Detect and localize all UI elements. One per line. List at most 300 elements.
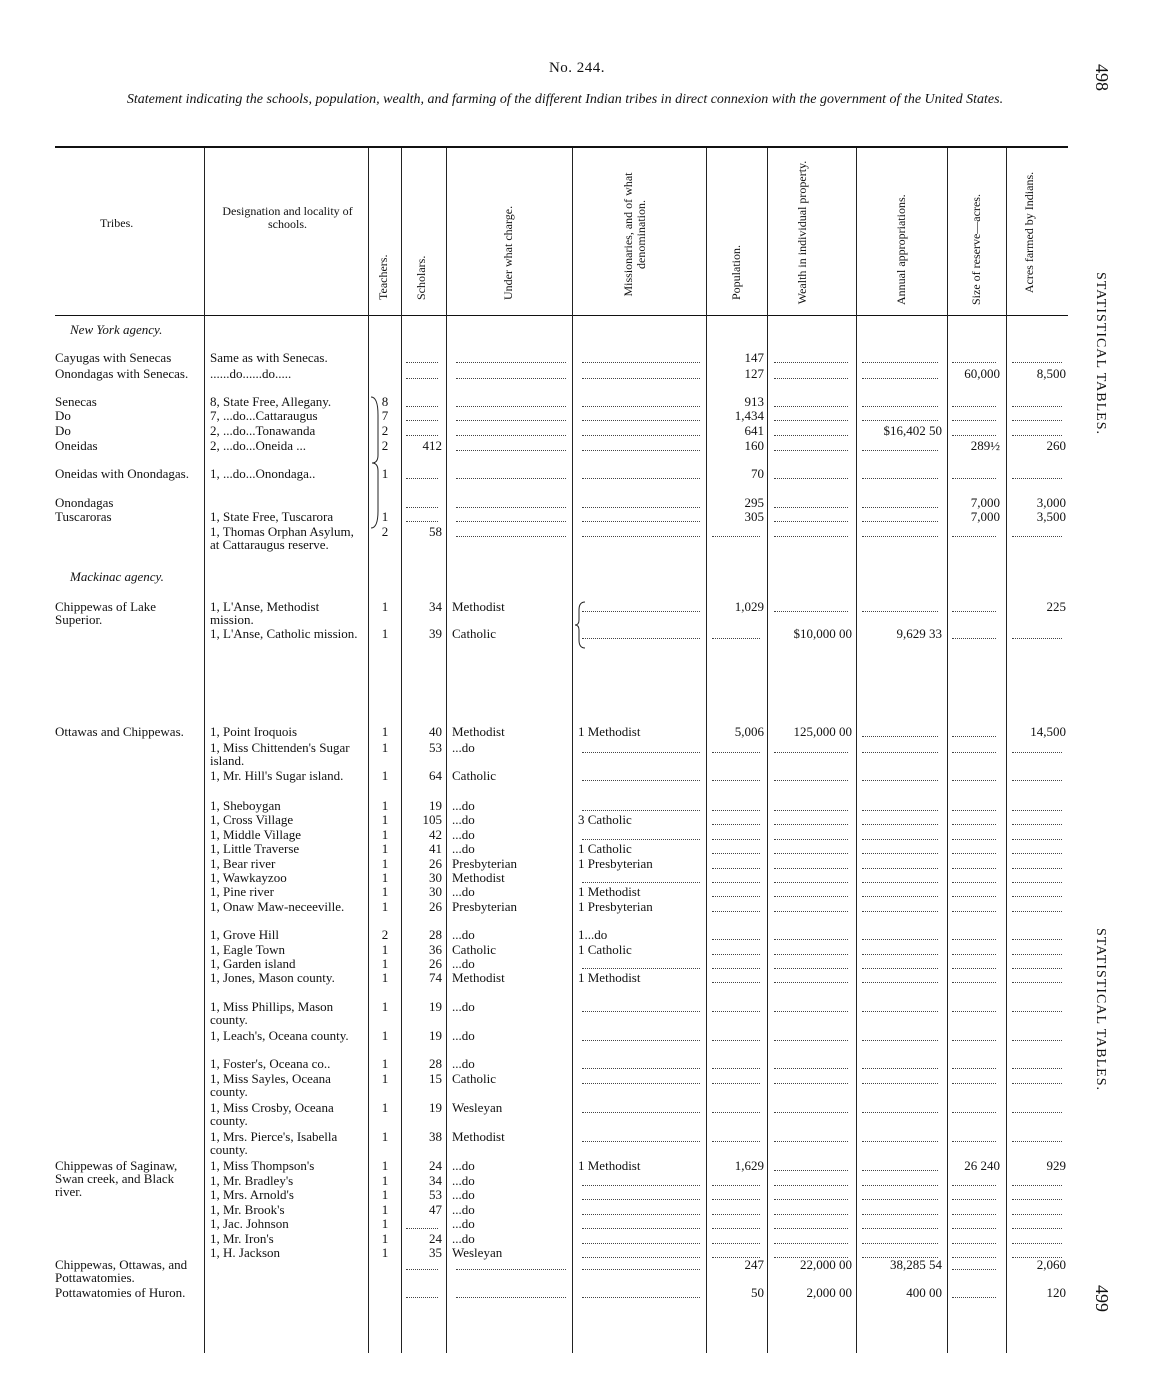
leader-dots <box>1012 1068 1062 1069</box>
cell-teachers: 1 <box>381 1216 389 1231</box>
cell-teachers: 1 <box>381 1187 389 1202</box>
leader-dots <box>582 478 700 479</box>
cell-charge: Methodist <box>452 870 505 885</box>
leader-dots <box>1012 968 1062 969</box>
cell-acres: 929 <box>1046 1158 1066 1173</box>
leader-dots <box>862 752 938 753</box>
leader-dots <box>406 435 438 436</box>
cell-school: 1, Onaw Maw-neceeville. <box>210 899 345 914</box>
leader-dots <box>774 478 848 479</box>
leader-dots <box>774 521 848 522</box>
leader-dots <box>1012 1185 1062 1186</box>
leader-dots <box>712 853 760 854</box>
col-header-population: Population. <box>729 244 743 300</box>
cell-charge: Catholic <box>452 1071 497 1086</box>
col-header-tribes: Tribes. <box>100 216 134 230</box>
cell-acres: 260 <box>1046 438 1066 453</box>
leader-dots <box>1012 982 1062 983</box>
leader-dots <box>862 521 938 522</box>
leader-dots <box>774 362 848 363</box>
leader-dots <box>406 1269 438 1270</box>
cell-scholars: 28 <box>429 927 442 942</box>
leader-dots <box>582 1040 700 1041</box>
leader-dots <box>582 1068 700 1069</box>
leader-dots <box>774 882 848 883</box>
cell-school: 7, ...do...Cattaraugus <box>210 408 318 423</box>
cell-population: 913 <box>744 394 764 409</box>
cell-charge: ...do <box>452 1231 475 1246</box>
cell-missionaries: 1 Catholic <box>578 841 632 856</box>
cell-charge: ...do <box>452 827 475 842</box>
leader-dots <box>862 853 938 854</box>
leader-dots <box>1012 638 1062 639</box>
leader-dots <box>774 752 848 753</box>
cell-school: 1, Cross Village <box>210 812 294 827</box>
leader-dots <box>456 521 566 522</box>
leader-dots <box>582 839 700 840</box>
header-bottom-rule <box>55 315 1068 316</box>
leader-dots <box>582 420 700 421</box>
cell-population: 70 <box>751 466 764 481</box>
leader-dots <box>862 911 938 912</box>
leader-dots <box>774 1040 848 1041</box>
cell-charge: Catholic <box>452 942 497 957</box>
cell-school: 1, Miss Crosby, Oceana county. <box>210 1100 334 1128</box>
cell-school: 1, Eagle Town <box>210 942 286 957</box>
leader-dots <box>1012 478 1062 479</box>
cell-appropriations: 38,285 54 <box>890 1257 942 1272</box>
leader-dots <box>774 839 848 840</box>
leader-dots <box>1012 896 1062 897</box>
cell-scholars: 41 <box>429 841 442 856</box>
leader-dots <box>1012 406 1062 407</box>
cell-teachers: 2 <box>381 423 389 438</box>
leader-dots <box>456 450 566 451</box>
leader-dots <box>406 406 438 407</box>
cell-scholars: 58 <box>429 524 442 539</box>
leader-dots <box>456 1297 566 1298</box>
cell-charge: ...do <box>452 1028 475 1043</box>
cell-reserve: 7,000 <box>970 509 1000 524</box>
cell-charge: ...do <box>452 1173 475 1188</box>
leader-dots <box>456 478 566 479</box>
cell-school: 1, Mr. Bradley's <box>210 1173 294 1188</box>
leader-dots <box>712 1068 760 1069</box>
col-header-acres: Acres farmed by Indians. <box>1022 171 1036 294</box>
leader-dots <box>862 982 938 983</box>
leader-dots <box>862 839 938 840</box>
leader-dots <box>862 362 938 363</box>
leader-dots <box>952 896 996 897</box>
cell-population: 147 <box>744 350 764 365</box>
cell-charge: ...do <box>452 1216 475 1231</box>
leader-dots <box>774 868 848 869</box>
leader-dots <box>862 1083 938 1084</box>
leader-dots <box>862 780 938 781</box>
leader-dots <box>862 536 938 537</box>
col-header-wealth: Wealth in individual property. <box>795 160 809 305</box>
leader-dots <box>582 536 700 537</box>
cell-school: 1, Mr. Brook's <box>210 1202 285 1217</box>
leader-dots <box>1012 839 1062 840</box>
cell-scholars: 53 <box>429 740 442 755</box>
cell-teachers: 2 <box>381 438 389 453</box>
leader-dots <box>774 810 848 811</box>
cell-acres: 225 <box>1046 599 1066 614</box>
cell-reserve: 60,000 <box>964 366 1000 381</box>
leader-dots <box>712 1228 760 1229</box>
leader-dots <box>774 450 848 451</box>
cell-scholars: 24 <box>429 1231 442 1246</box>
leader-dots <box>1012 362 1062 363</box>
leader-dots <box>774 1199 848 1200</box>
cell-scholars: 53 <box>429 1187 442 1202</box>
leader-dots <box>952 752 996 753</box>
cell-school: 1, Mrs. Arnold's <box>210 1187 294 1202</box>
col-sep <box>856 148 857 1353</box>
leader-dots <box>952 839 996 840</box>
cell-missionaries: 1...do <box>578 927 608 942</box>
cell-school: 1, Jones, Mason county. <box>210 970 335 985</box>
leader-dots <box>952 406 996 407</box>
leader-dots <box>862 939 938 940</box>
leader-dots <box>952 420 996 421</box>
leader-dots <box>1012 810 1062 811</box>
leader-dots <box>1012 911 1062 912</box>
leader-dots <box>1012 420 1062 421</box>
cell-teachers: 1 <box>381 1071 389 1086</box>
leader-dots <box>456 362 566 363</box>
cell-population: 247 <box>744 1257 764 1272</box>
leader-dots <box>1012 1083 1062 1084</box>
cell-teachers: 1 <box>381 509 389 524</box>
leader-dots <box>582 1199 700 1200</box>
leader-dots <box>712 911 760 912</box>
leader-dots <box>582 507 700 508</box>
leader-dots <box>1012 882 1062 883</box>
cell-tribe: Chippewas, Ottawas, and Pottawatomies. <box>55 1257 188 1285</box>
leader-dots <box>582 435 700 436</box>
cell-teachers: 1 <box>381 1231 389 1246</box>
leader-dots <box>952 954 996 955</box>
leader-dots <box>774 378 848 379</box>
leader-dots <box>582 378 700 379</box>
cell-population: 1,029 <box>734 599 764 614</box>
leader-dots <box>774 824 848 825</box>
leader-dots <box>712 780 760 781</box>
cell-school: 1, Miss Thompson's <box>210 1158 315 1173</box>
leader-dots <box>862 824 938 825</box>
col-header-designation: Designation and locality of schools. <box>222 204 353 231</box>
leader-dots <box>774 1083 848 1084</box>
leader-dots <box>1012 824 1062 825</box>
cell-acres: 8,500 <box>1036 366 1066 381</box>
leader-dots <box>952 611 996 612</box>
cell-wealth: 2,000 00 <box>806 1285 852 1300</box>
bracket-brace <box>574 600 588 650</box>
cell-school: 1, Mr. Iron's <box>210 1231 274 1246</box>
cell-charge: ...do <box>452 1158 475 1173</box>
leader-dots <box>582 1228 700 1229</box>
leader-dots <box>862 507 938 508</box>
leader-dots <box>406 507 438 508</box>
cell-scholars: 19 <box>429 999 442 1014</box>
cell-charge: ...do <box>452 1202 475 1217</box>
leader-dots <box>862 868 938 869</box>
leader-dots <box>1012 868 1062 869</box>
cell-teachers: 1 <box>381 1245 389 1260</box>
leader-dots <box>1012 780 1062 781</box>
cell-reserve: 26 240 <box>964 1158 1000 1173</box>
leader-dots <box>774 406 848 407</box>
cell-population: 160 <box>744 438 764 453</box>
cell-population: 295 <box>744 495 764 510</box>
cell-charge: ...do <box>452 1187 475 1202</box>
cell-teachers: 1 <box>381 1056 389 1071</box>
cell-charge: Presbyterian <box>452 856 517 871</box>
cell-scholars: 412 <box>422 438 442 453</box>
cell-population: 305 <box>744 509 764 524</box>
leader-dots <box>406 521 438 522</box>
leader-dots <box>1012 1214 1062 1215</box>
leader-dots <box>862 1170 938 1171</box>
col-header-teachers: Teachers. <box>376 254 390 300</box>
cell-teachers: 1 <box>381 856 389 871</box>
leader-dots <box>406 362 438 363</box>
leader-dots <box>952 1141 996 1142</box>
cell-tribe: Oneidas <box>55 438 98 453</box>
leader-dots <box>862 1228 938 1229</box>
leader-dots <box>952 1228 996 1229</box>
leader-dots <box>774 1068 848 1069</box>
cell-appropriations: 400 00 <box>906 1285 942 1300</box>
cell-charge: Methodist <box>452 599 505 614</box>
leader-dots <box>862 954 938 955</box>
leader-dots <box>862 1141 938 1142</box>
leader-dots <box>952 1199 996 1200</box>
cell-missionaries: 1 Methodist <box>578 884 641 899</box>
cell-school: 2, ...do...Oneida ... <box>210 438 307 453</box>
leader-dots <box>774 968 848 969</box>
leader-dots <box>952 638 996 639</box>
leader-dots <box>952 868 996 869</box>
leader-dots <box>1012 1243 1062 1244</box>
cell-tribe: Onondagas with Senecas. <box>55 366 189 381</box>
leader-dots <box>582 362 700 363</box>
table-top-rule <box>55 146 1068 148</box>
cell-teachers: 1 <box>381 870 389 885</box>
cell-teachers: 1 <box>381 740 389 755</box>
cell-school: 1, Sheboygan <box>210 798 281 813</box>
leader-dots <box>582 1243 700 1244</box>
leader-dots <box>774 896 848 897</box>
cell-charge: ...do <box>452 927 475 942</box>
cell-school: 1, Thomas Orphan Asylum, at Cattaraugus reserve. <box>210 524 354 552</box>
cell-tribe: Tuscaroras <box>55 509 112 524</box>
cell-charge: Wesleyan <box>452 1245 503 1260</box>
leader-dots <box>952 780 996 781</box>
cell-missionaries: 1 Methodist <box>578 1158 641 1173</box>
cell-teachers: 1 <box>381 768 389 783</box>
cell-scholars: 15 <box>429 1071 442 1086</box>
cell-charge: ...do <box>452 1056 475 1071</box>
page-number-right: 499 <box>1092 1285 1112 1312</box>
cell-teachers: 1 <box>381 812 389 827</box>
cell-tribe: Oneidas with Onondagas. <box>55 466 189 481</box>
cell-scholars: 19 <box>429 1100 442 1115</box>
cell-school: 1, Foster's, Oceana co.. <box>210 1056 331 1071</box>
leader-dots <box>712 1083 760 1084</box>
leader-dots <box>952 1243 996 1244</box>
leader-dots <box>862 450 938 451</box>
leader-dots <box>1012 853 1062 854</box>
cell-school: 1, State Free, Tuscarora <box>210 509 334 524</box>
cell-scholars: 74 <box>429 970 442 985</box>
leader-dots <box>406 1297 438 1298</box>
leader-dots <box>774 911 848 912</box>
leader-dots <box>862 420 938 421</box>
leader-dots <box>774 536 848 537</box>
cell-teachers: 1 <box>381 724 389 739</box>
leader-dots <box>774 611 848 612</box>
cell-tribe: Ottawas and Chippewas. <box>55 724 184 739</box>
cell-acres: 2,060 <box>1036 1257 1066 1272</box>
cell-school: 2, ...do...Tonawanda <box>210 423 316 438</box>
leader-dots <box>1012 1112 1062 1113</box>
leader-dots <box>952 1011 996 1012</box>
leader-dots <box>712 1243 760 1244</box>
leader-dots <box>1012 1040 1062 1041</box>
cell-charge: ...do <box>452 841 475 856</box>
leader-dots <box>952 1083 996 1084</box>
leader-dots <box>774 435 848 436</box>
cell-school: 1, H. Jackson <box>210 1245 281 1260</box>
cell-charge: Catholic <box>452 768 497 783</box>
leader-dots <box>774 420 848 421</box>
col-header-charge: Under what charge. <box>501 205 515 300</box>
leader-dots <box>1012 1199 1062 1200</box>
leader-dots <box>774 1228 848 1229</box>
cell-teachers: 2 <box>381 524 389 539</box>
leader-dots <box>862 968 938 969</box>
leader-dots <box>774 1011 848 1012</box>
cell-charge: Methodist <box>452 1129 505 1144</box>
cell-teachers: 1 <box>381 798 389 813</box>
leader-dots <box>774 780 848 781</box>
leader-dots <box>774 939 848 940</box>
cell-charge: Methodist <box>452 724 505 739</box>
leader-dots <box>1012 939 1062 940</box>
leader-dots <box>862 1112 938 1113</box>
leader-dots <box>774 1243 848 1244</box>
cell-charge: ...do <box>452 812 475 827</box>
leader-dots <box>712 1214 760 1215</box>
cell-scholars: 34 <box>429 599 442 614</box>
leader-dots <box>582 406 700 407</box>
leader-dots <box>712 1040 760 1041</box>
leader-dots <box>862 1214 938 1215</box>
leader-dots <box>774 1170 848 1171</box>
cell-appropriations: $16,402 50 <box>883 423 942 438</box>
cell-school: 1, Point Iroquois <box>210 724 298 739</box>
leader-dots <box>712 982 760 983</box>
leader-dots <box>712 1199 760 1200</box>
cell-teachers: 1 <box>381 942 389 957</box>
cell-appropriations: 9,629 33 <box>896 626 942 641</box>
side-label-top: STATISTICAL TABLES. <box>1093 272 1108 435</box>
leader-dots <box>712 752 760 753</box>
leader-dots <box>712 810 760 811</box>
leader-dots <box>952 1112 996 1113</box>
leader-dots <box>952 982 996 983</box>
leader-dots <box>582 1112 700 1113</box>
cell-missionaries: 1 Methodist <box>578 724 641 739</box>
cell-population: 50 <box>751 1285 764 1300</box>
page-number-left: 498 <box>1092 64 1112 91</box>
cell-charge: ...do <box>452 884 475 899</box>
leader-dots <box>582 1269 700 1270</box>
leader-dots <box>406 420 438 421</box>
leader-dots <box>774 1141 848 1142</box>
leader-dots <box>406 478 438 479</box>
leader-dots <box>952 1269 996 1270</box>
leader-dots <box>952 911 996 912</box>
cell-school: 1, Miss Sayles, Oceana county. <box>210 1071 331 1099</box>
leader-dots <box>712 939 760 940</box>
cell-scholars: 40 <box>429 724 442 739</box>
cell-tribe: Chippewas of Saginaw, Swan creek, and Black river. <box>55 1158 178 1199</box>
cell-population: 5,006 <box>734 724 764 739</box>
cell-school: 1, Pine river <box>210 884 274 899</box>
leader-dots <box>712 1112 760 1113</box>
agency-heading: Mackinac agency. <box>70 569 164 584</box>
leader-dots <box>774 1112 848 1113</box>
leader-dots <box>582 638 700 639</box>
cell-scholars: 35 <box>429 1245 442 1260</box>
cell-school: 1, L'Anse, Catholic mission. <box>210 626 358 641</box>
cell-school: 1, Garden island <box>210 956 296 971</box>
cell-school: 1, Jac. Johnson <box>210 1216 289 1231</box>
cell-school: 1, Mr. Hill's Sugar island. <box>210 768 344 783</box>
cell-charge: ...do <box>452 999 475 1014</box>
leader-dots <box>952 853 996 854</box>
leader-dots <box>456 406 566 407</box>
cell-scholars: 19 <box>429 798 442 813</box>
cell-scholars: 30 <box>429 870 442 885</box>
cell-acres: 14,500 <box>1030 724 1066 739</box>
cell-school: 1, Grove Hill <box>210 927 279 942</box>
leader-dots <box>582 1297 700 1298</box>
cell-scholars: 64 <box>429 768 442 783</box>
cell-acres: 3,500 <box>1036 509 1066 524</box>
leader-dots <box>712 1141 760 1142</box>
cell-charge: Catholic <box>452 626 497 641</box>
cell-tribe: Onondagas <box>55 495 114 510</box>
cell-teachers: 8 <box>381 394 389 409</box>
leader-dots <box>456 378 566 379</box>
leader-dots <box>712 824 760 825</box>
leader-dots <box>952 810 996 811</box>
leader-dots <box>862 896 938 897</box>
leader-dots <box>952 939 996 940</box>
leader-dots <box>712 1185 760 1186</box>
leader-dots <box>1012 1228 1062 1229</box>
leader-dots <box>1012 435 1062 436</box>
cell-charge: ...do <box>452 956 475 971</box>
leader-dots <box>582 1257 700 1258</box>
cell-acres: 120 <box>1046 1285 1066 1300</box>
cell-tribe: Chippewas of Lake Superior. <box>55 599 157 627</box>
